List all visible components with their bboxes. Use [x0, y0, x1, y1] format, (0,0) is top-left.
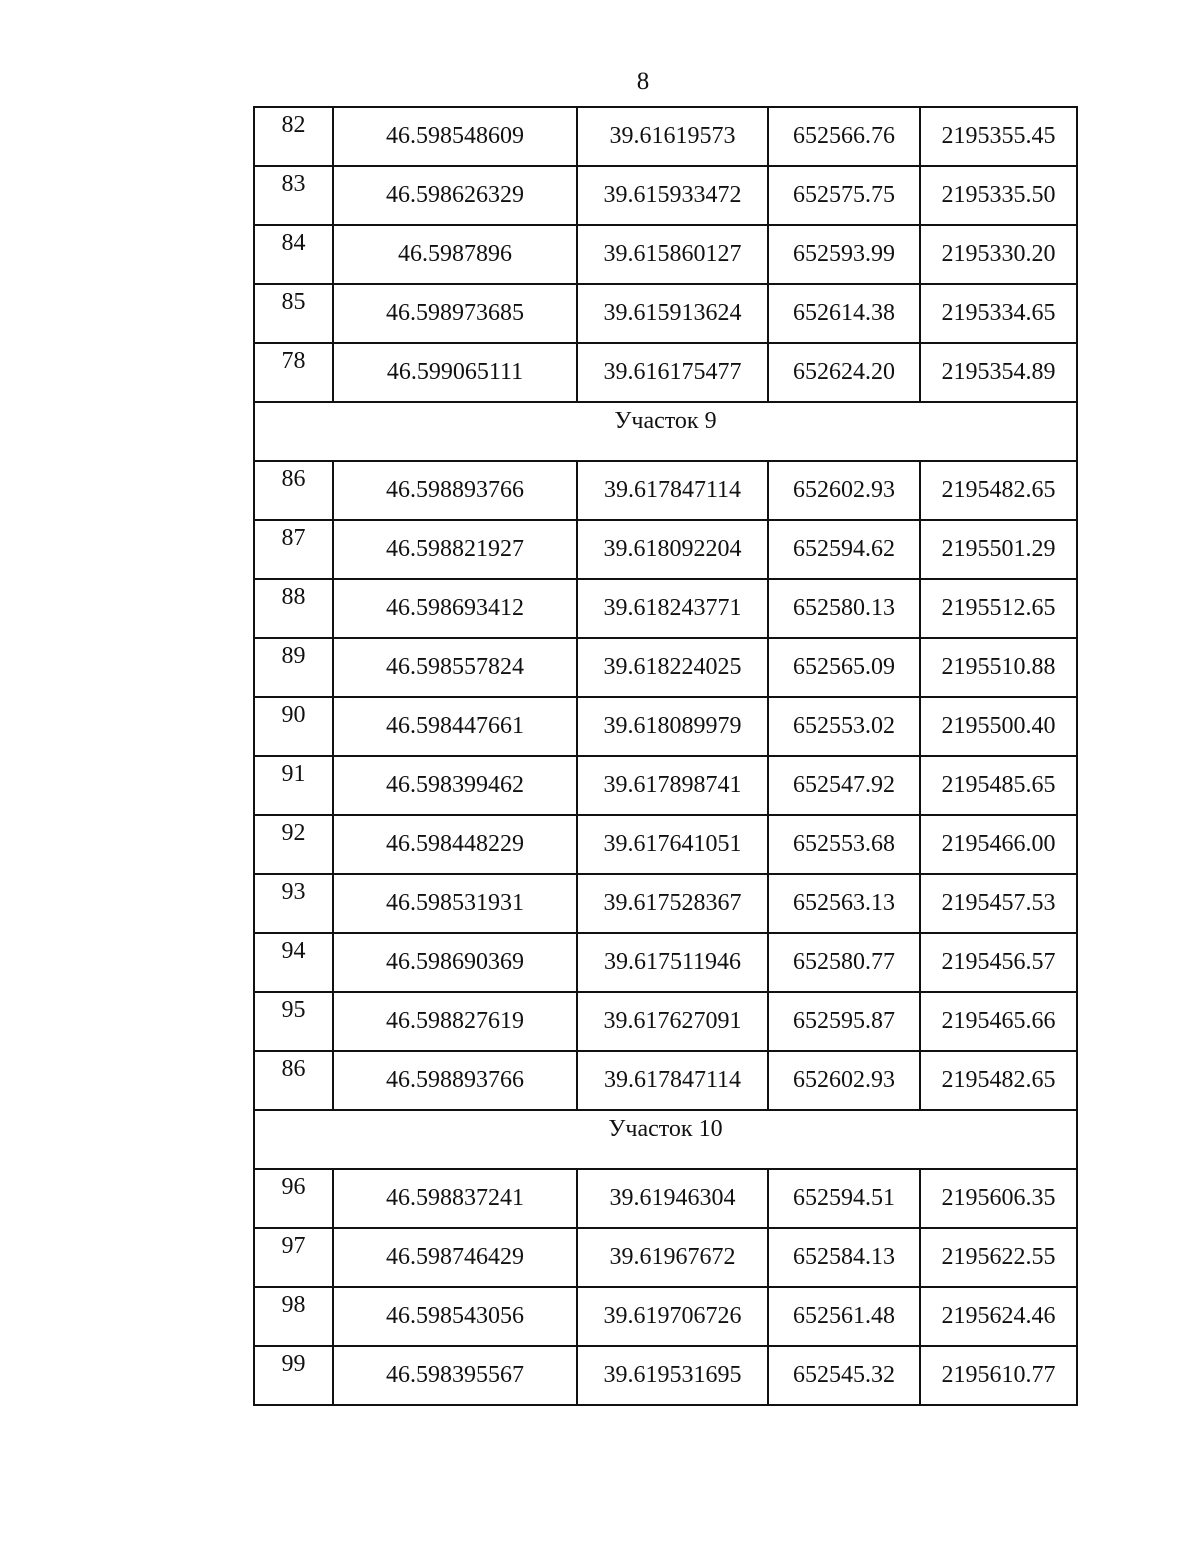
table-row [254, 638, 1077, 697]
y-coordinate-cell: 2195334.65 [920, 284, 1077, 343]
point-number: 90 [254, 697, 333, 756]
point-number: 85 [254, 284, 333, 343]
latitude-cell: 46.598746429 [333, 1228, 577, 1287]
point-number: 86 [254, 1051, 333, 1110]
y-coordinate-cell: 2195355.45 [920, 107, 1077, 166]
point-number: 96 [254, 1169, 333, 1228]
y-coordinate-cell: 2195465.66 [920, 992, 1077, 1051]
coordinates-table [253, 106, 1078, 1406]
point-number: 89 [254, 638, 333, 697]
x-coordinate-cell: 652584.13 [768, 1228, 920, 1287]
x-coordinate-cell: 652553.02 [768, 697, 920, 756]
longitude-cell: 39.61967672 [577, 1228, 768, 1287]
point-number: 86 [254, 461, 333, 520]
longitude-cell: 39.618243771 [577, 579, 768, 638]
table-row [254, 1169, 1077, 1228]
x-coordinate-cell: 652575.75 [768, 166, 920, 225]
point-number: 82 [254, 107, 333, 166]
longitude-cell: 39.61946304 [577, 1169, 768, 1228]
y-coordinate-cell: 2195485.65 [920, 756, 1077, 815]
section-title: Участок 9 [254, 402, 1077, 461]
y-coordinate-cell: 2195610.77 [920, 1346, 1077, 1405]
latitude-cell: 46.599065111 [333, 343, 577, 402]
table-row [254, 697, 1077, 756]
longitude-cell: 39.615913624 [577, 284, 768, 343]
latitude-cell: 46.598821927 [333, 520, 577, 579]
latitude-cell: 46.598690369 [333, 933, 577, 992]
latitude-cell: 46.598448229 [333, 815, 577, 874]
longitude-cell: 39.617641051 [577, 815, 768, 874]
table-row [254, 343, 1077, 402]
table-row [254, 1287, 1077, 1346]
latitude-cell: 46.598893766 [333, 1051, 577, 1110]
x-coordinate-cell: 652594.62 [768, 520, 920, 579]
latitude-cell: 46.598626329 [333, 166, 577, 225]
latitude-cell: 46.598973685 [333, 284, 577, 343]
table-row [254, 874, 1077, 933]
table-row [254, 992, 1077, 1051]
y-coordinate-cell: 2195500.40 [920, 697, 1077, 756]
table-row [254, 1051, 1077, 1110]
section-header-row [254, 1110, 1077, 1169]
longitude-cell: 39.619706726 [577, 1287, 768, 1346]
point-number: 91 [254, 756, 333, 815]
y-coordinate-cell: 2195335.50 [920, 166, 1077, 225]
longitude-cell: 39.615933472 [577, 166, 768, 225]
longitude-cell: 39.618089979 [577, 697, 768, 756]
table-row [254, 815, 1077, 874]
table-row [254, 461, 1077, 520]
coordinates-table-body [254, 107, 1077, 1405]
y-coordinate-cell: 2195456.57 [920, 933, 1077, 992]
y-coordinate-cell: 2195512.65 [920, 579, 1077, 638]
y-coordinate-cell: 2195330.20 [920, 225, 1077, 284]
x-coordinate-cell: 652594.51 [768, 1169, 920, 1228]
longitude-cell: 39.618092204 [577, 520, 768, 579]
point-number: 84 [254, 225, 333, 284]
point-number: 83 [254, 166, 333, 225]
table-row [254, 1228, 1077, 1287]
x-coordinate-cell: 652563.13 [768, 874, 920, 933]
table-row [254, 520, 1077, 579]
point-number: 87 [254, 520, 333, 579]
longitude-cell: 39.618224025 [577, 638, 768, 697]
table-row [254, 284, 1077, 343]
point-number: 88 [254, 579, 333, 638]
x-coordinate-cell: 652565.09 [768, 638, 920, 697]
x-coordinate-cell: 652595.87 [768, 992, 920, 1051]
latitude-cell: 46.598837241 [333, 1169, 577, 1228]
table-row [254, 166, 1077, 225]
x-coordinate-cell: 652614.38 [768, 284, 920, 343]
table-row [254, 107, 1077, 166]
longitude-cell: 39.617528367 [577, 874, 768, 933]
longitude-cell: 39.617627091 [577, 992, 768, 1051]
table-row [254, 756, 1077, 815]
longitude-cell: 39.617847114 [577, 1051, 768, 1110]
latitude-cell: 46.598447661 [333, 697, 577, 756]
point-number: 92 [254, 815, 333, 874]
point-number: 97 [254, 1228, 333, 1287]
y-coordinate-cell: 2195482.65 [920, 461, 1077, 520]
y-coordinate-cell: 2195466.00 [920, 815, 1077, 874]
section-title: Участок 10 [254, 1110, 1077, 1169]
x-coordinate-cell: 652602.93 [768, 461, 920, 520]
point-number: 99 [254, 1346, 333, 1405]
latitude-cell: 46.5987896 [333, 225, 577, 284]
longitude-cell: 39.619531695 [577, 1346, 768, 1405]
latitude-cell: 46.598557824 [333, 638, 577, 697]
x-coordinate-cell: 652553.68 [768, 815, 920, 874]
latitude-cell: 46.598693412 [333, 579, 577, 638]
y-coordinate-cell: 2195624.46 [920, 1287, 1077, 1346]
latitude-cell: 46.598399462 [333, 756, 577, 815]
longitude-cell: 39.616175477 [577, 343, 768, 402]
point-number: 78 [254, 343, 333, 402]
longitude-cell: 39.61619573 [577, 107, 768, 166]
table-row [254, 933, 1077, 992]
y-coordinate-cell: 2195622.55 [920, 1228, 1077, 1287]
y-coordinate-cell: 2195510.88 [920, 638, 1077, 697]
x-coordinate-cell: 652561.48 [768, 1287, 920, 1346]
section-header-row [254, 402, 1077, 461]
latitude-cell: 46.598531931 [333, 874, 577, 933]
y-coordinate-cell: 2195457.53 [920, 874, 1077, 933]
point-number: 98 [254, 1287, 333, 1346]
longitude-cell: 39.617898741 [577, 756, 768, 815]
latitude-cell: 46.598395567 [333, 1346, 577, 1405]
y-coordinate-cell: 2195482.65 [920, 1051, 1077, 1110]
x-coordinate-cell: 652566.76 [768, 107, 920, 166]
table-row [254, 579, 1077, 638]
latitude-cell: 46.598543056 [333, 1287, 577, 1346]
longitude-cell: 39.617511946 [577, 933, 768, 992]
y-coordinate-cell: 2195606.35 [920, 1169, 1077, 1228]
page-number: 8 [636, 68, 650, 95]
x-coordinate-cell: 652580.13 [768, 579, 920, 638]
point-number: 95 [254, 992, 333, 1051]
table-row [254, 225, 1077, 284]
x-coordinate-cell: 652593.99 [768, 225, 920, 284]
x-coordinate-cell: 652545.32 [768, 1346, 920, 1405]
table-row [254, 1346, 1077, 1405]
x-coordinate-cell: 652602.93 [768, 1051, 920, 1110]
latitude-cell: 46.598827619 [333, 992, 577, 1051]
x-coordinate-cell: 652547.92 [768, 756, 920, 815]
point-number: 94 [254, 933, 333, 992]
x-coordinate-cell: 652580.77 [768, 933, 920, 992]
y-coordinate-cell: 2195501.29 [920, 520, 1077, 579]
latitude-cell: 46.598548609 [333, 107, 577, 166]
longitude-cell: 39.615860127 [577, 225, 768, 284]
longitude-cell: 39.617847114 [577, 461, 768, 520]
x-coordinate-cell: 652624.20 [768, 343, 920, 402]
point-number: 93 [254, 874, 333, 933]
latitude-cell: 46.598893766 [333, 461, 577, 520]
y-coordinate-cell: 2195354.89 [920, 343, 1077, 402]
